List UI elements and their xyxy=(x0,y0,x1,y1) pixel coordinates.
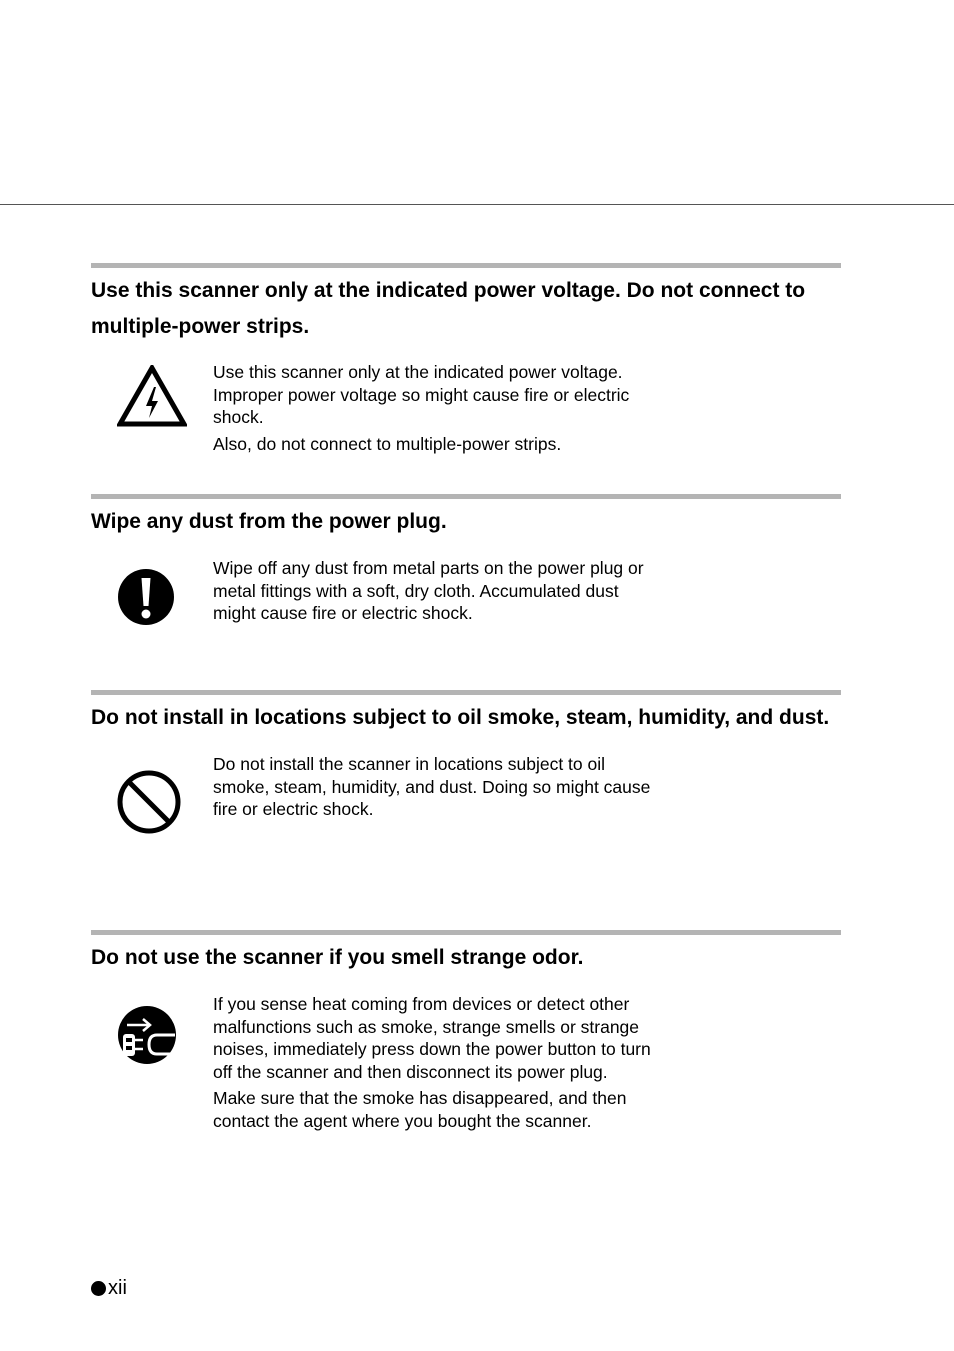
warning-section-dust-plug xyxy=(91,494,841,623)
warning-section-strange-odor xyxy=(91,930,841,1131)
section-heading: Use this scanner only at the indicated power voltage. Do not connect to multiple-power strips. xyxy=(91,279,806,338)
section-heading: Do not use the scanner if you smell strange odor. xyxy=(91,946,584,969)
mandatory-exclamation-icon xyxy=(117,568,175,626)
section-heading: Do not install in locations subject to oil smoke, steam, humidity, and dust. xyxy=(91,706,830,729)
body-paragraph: Use this scanner only at the indicated power voltage. Improper power voltage so might cause fire or electric shock. xyxy=(213,362,630,427)
prohibition-icon xyxy=(117,770,181,834)
section-body xyxy=(213,993,663,1136)
section-heading: Wipe any dust from the power plug. xyxy=(91,510,447,533)
electric-shock-warning-icon xyxy=(117,365,187,427)
section-body xyxy=(213,753,663,825)
section-body xyxy=(213,557,663,629)
body-paragraph: Make sure that the smoke has disappeared, and then contact the agent where you bought the scanner. xyxy=(213,1088,627,1131)
body-paragraph: If you sense heat coming from devices or detect other malfunctions such as smoke, strange smells or strange noises, immediately press down the power button to turn off the scanner and then disconnect its power plug. xyxy=(213,994,651,1082)
unplug-power-icon xyxy=(117,1005,177,1065)
warning-section-power-voltage xyxy=(91,263,841,454)
body-paragraph: Do not install the scanner in locations subject to oil smoke, steam, humidity, and dust. Doing so might cause fire or electric shock. xyxy=(213,754,651,819)
header-rule xyxy=(0,204,954,205)
body-paragraph: Also, do not connect to multiple-power strips. xyxy=(213,433,562,454)
section-body xyxy=(213,361,663,459)
page-number: xii xyxy=(108,1277,127,1299)
body-paragraph: Wipe off any dust from metal parts on the power plug or metal fittings with a soft, dry cloth. Accumulated dust might cause fire or electric shock. xyxy=(213,558,644,623)
page-footer xyxy=(91,1276,127,1300)
bullet-icon xyxy=(91,1281,106,1296)
warning-section-install-location xyxy=(91,690,841,819)
